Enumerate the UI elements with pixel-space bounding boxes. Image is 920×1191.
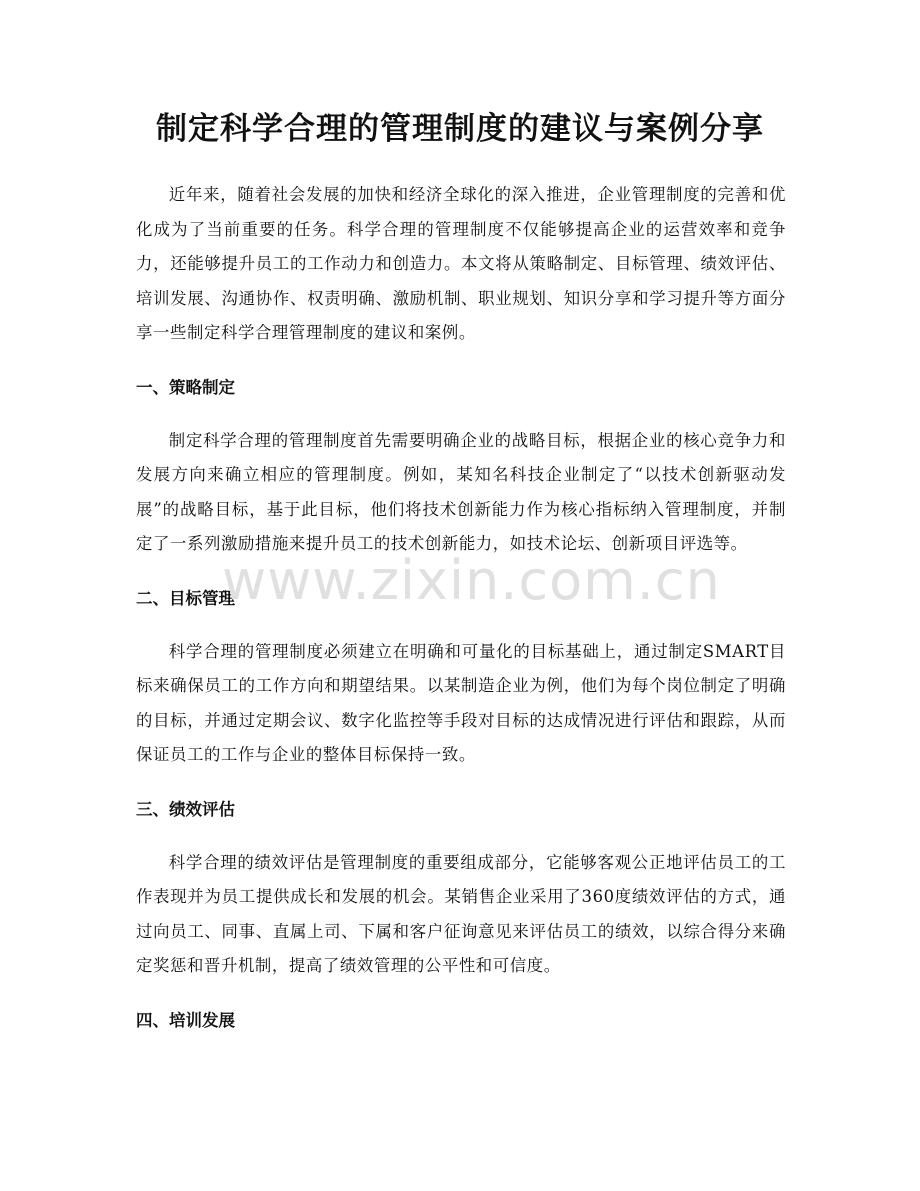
section-heading-performance: 三、绩效评估 xyxy=(136,799,235,819)
intro-paragraph: 近年来，随着社会发展的加快和经济全球化的深入推进，企业管理制度的完善和优化成为了当前重要的任务。科学合理的管理制度不仅能够提高企业的运营效率和竞争力，还能够提升员工的工作动力和创造力。本文将从策略制定、目标管理、绩效评估、培训发展、沟通协作、权责明确、激励机制、职业规划、知识分享和学习提升等方面分享一些制定科学合理管理制度的建议和案例。 xyxy=(136,185,786,342)
section-body-strategy: 制定科学合理的管理制度首先需要明确企业的战略目标，根据企业的核心竞争力和发展方向来确立相应的管理制度。例如，某知名科技企业制定了“以技术创新驱动发展”的战略目标，基于此目标，他们将技术创新能力作为核心指标纳入管理制度，并制定了一系列激励措施来提升员工的技术创新能力，如技术论坛、创新项目评选等。 xyxy=(136,430,786,553)
document-title: 制定科学合理的管理制度的建议与案例分享 xyxy=(156,111,764,147)
section-body-goals: 科学合理的管理制度必须建立在明确和可量化的目标基础上，通过制定SMART目标来确保员工的工作方向和期望结果。以某制造企业为例，他们为每个岗位制定了明确的目标，并通过定期会议、数字化监控等手段对目标的达成情况进行评估和跟踪，从而保证员工的工作与企业的整体目标保持一致。 xyxy=(136,641,786,764)
section-body-performance: 科学合理的绩效评估是管理制度的重要组成部分，它能够客观公正地评估员工的工作表现并为员工提供成长和发展的机会。某销售企业采用了360度绩效评估的方式，通过向员工、同事、直属上司、下属和客户征询意见来评估员工的绩效，以综合得分来确定奖惩和晋升机制，提高了绩效管理的公平性和可信度。 xyxy=(136,852,786,975)
watermark-text: www.zixin.com.cn xyxy=(222,549,721,612)
document-body xyxy=(136,178,786,1057)
section-heading-training: 四、培训发展 xyxy=(136,1010,235,1030)
section-heading-goals: 二、目标管理 xyxy=(136,588,235,608)
section-heading-strategy: 一、策略制定 xyxy=(136,377,235,397)
